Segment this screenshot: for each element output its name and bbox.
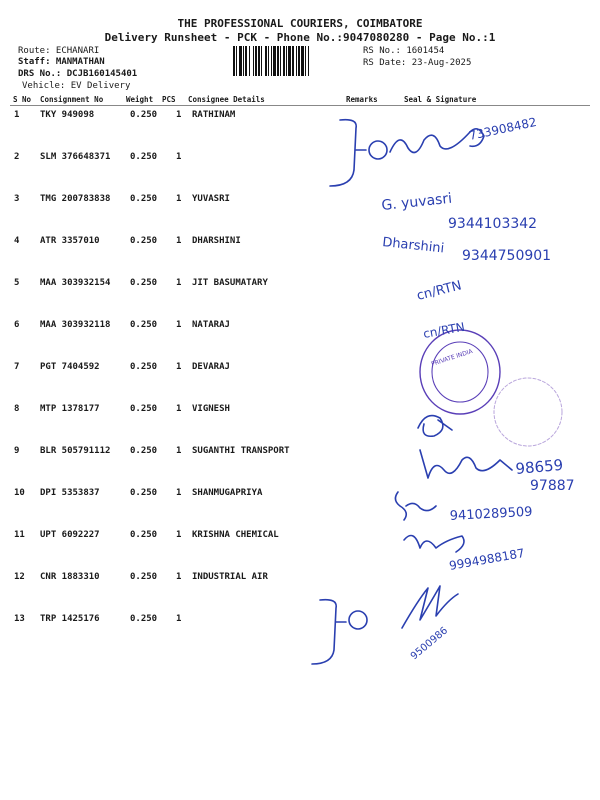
col-pcs: PCS bbox=[162, 95, 176, 104]
row-consignment: DPI 5353837 bbox=[40, 488, 100, 498]
drs-label: DRS No.: DCJB160145401 bbox=[18, 69, 138, 79]
barcode bbox=[232, 46, 358, 76]
row-weight: 0.250 bbox=[130, 278, 158, 288]
table-row bbox=[0, 362, 600, 404]
table-row bbox=[0, 278, 600, 320]
row-consignee: JIT BASUMATARY bbox=[192, 278, 268, 288]
row-weight: 0.250 bbox=[130, 614, 158, 624]
rs-number: RS No.: 1601454 bbox=[363, 46, 445, 56]
col-sno: S No bbox=[13, 95, 32, 104]
row-weight: 0.250 bbox=[130, 572, 158, 582]
row-weight: 0.250 bbox=[130, 110, 158, 120]
col-remarks: Remarks bbox=[346, 95, 378, 104]
row-pcs: 1 bbox=[176, 236, 182, 246]
row-consignee: YUVASRI bbox=[192, 194, 230, 204]
row-consignment: ATR 3357010 bbox=[40, 236, 100, 246]
row-pcs: 1 bbox=[176, 320, 182, 330]
row-sno: 12 bbox=[14, 572, 25, 582]
stamp-text: PRIVATE INDIA bbox=[430, 347, 474, 368]
row-weight: 0.250 bbox=[130, 236, 158, 246]
row-consignee: SUGANTHI TRANSPORT bbox=[192, 446, 290, 456]
row-consignee: VIGNESH bbox=[192, 404, 230, 414]
row-consignee: KRISHNA CHEMICAL bbox=[192, 530, 279, 540]
row-sno: 9 bbox=[14, 446, 20, 456]
row-pcs: 1 bbox=[176, 572, 182, 582]
row-pcs: 1 bbox=[176, 614, 182, 624]
row-consignment: TKY 949098 bbox=[40, 110, 95, 120]
hw-phone-9b: 97887 bbox=[530, 478, 575, 494]
row-weight: 0.250 bbox=[130, 320, 158, 330]
hw-phone-4: 9344750901 bbox=[462, 248, 552, 264]
table-row bbox=[0, 572, 600, 614]
col-consignment: Consignment No bbox=[40, 95, 104, 104]
route-label: Route: ECHANARI bbox=[18, 46, 100, 56]
row-consignment: UPT 6092227 bbox=[40, 530, 100, 540]
rs-date: RS Date: 23-Aug-2025 bbox=[363, 58, 472, 68]
row-weight: 0.250 bbox=[130, 404, 158, 414]
row-sno: 10 bbox=[14, 488, 25, 498]
row-weight: 0.250 bbox=[130, 488, 158, 498]
row-pcs: 1 bbox=[176, 278, 182, 288]
table-row bbox=[0, 152, 600, 194]
row-pcs: 1 bbox=[176, 488, 182, 498]
header-rule bbox=[10, 105, 590, 106]
row-consignment: TRP 1425176 bbox=[40, 614, 100, 624]
table-row bbox=[0, 404, 600, 446]
row-sno: 2 bbox=[14, 152, 20, 162]
hw-phone-10: 9410289509 bbox=[449, 504, 533, 524]
row-consignment: MAA 303932118 bbox=[40, 320, 111, 330]
row-pcs: 1 bbox=[176, 362, 182, 372]
row-sno: 3 bbox=[14, 194, 20, 204]
row-pcs: 1 bbox=[176, 404, 182, 414]
hw-phone-11: 9994988187 bbox=[448, 545, 526, 573]
row-weight: 0.250 bbox=[130, 152, 158, 162]
table-row bbox=[0, 236, 600, 278]
row-consignment: CNR 1883310 bbox=[40, 572, 100, 582]
row-pcs: 1 bbox=[176, 446, 182, 456]
staff-label: Staff: MANMATHAN bbox=[18, 57, 105, 67]
company-title: THE PROFESSIONAL COURIERS, COIMBATORE bbox=[177, 17, 423, 30]
row-consignment: TMG 200783838 bbox=[40, 194, 111, 204]
row-sno: 7 bbox=[14, 362, 20, 372]
row-pcs: 1 bbox=[176, 152, 182, 162]
hw-crtn-6: cn/RTN bbox=[422, 319, 466, 341]
table-row bbox=[0, 446, 600, 488]
table-row bbox=[0, 530, 600, 572]
row-pcs: 1 bbox=[176, 194, 182, 204]
row-pcs: 1 bbox=[176, 530, 182, 540]
table-row bbox=[0, 194, 600, 236]
table-row bbox=[0, 320, 600, 362]
col-consignee: Consignee Details bbox=[188, 95, 265, 104]
row-sno: 13 bbox=[14, 614, 25, 624]
row-consignee: SHANMUGAPRIYA bbox=[192, 488, 263, 498]
row-consignee: DHARSHINI bbox=[192, 236, 241, 246]
hw-phone-9a: 98659 bbox=[514, 455, 564, 478]
hw-phone-13: 9500986 bbox=[408, 625, 451, 663]
hw-phone-1: 733908482 bbox=[467, 114, 538, 143]
row-consignee: INDUSTRIAL AIR bbox=[192, 572, 268, 582]
col-seal: Seal & Signature bbox=[404, 95, 477, 104]
row-weight: 0.250 bbox=[130, 446, 158, 456]
row-consignment: PGT 7404592 bbox=[40, 362, 100, 372]
row-consignment: SLM 376648371 bbox=[40, 152, 111, 162]
row-consignee: NATARAJ bbox=[192, 320, 230, 330]
hw-crtn-5: cn/RTN bbox=[415, 278, 464, 304]
col-weight: Weight bbox=[126, 95, 154, 104]
row-consignment: MAA 303932154 bbox=[40, 278, 111, 288]
row-consignment: BLR 505791112 bbox=[40, 446, 111, 456]
row-sno: 6 bbox=[14, 320, 20, 330]
row-pcs: 1 bbox=[176, 110, 182, 120]
table-row bbox=[0, 614, 600, 656]
hw-phone-3: 9344103342 bbox=[448, 216, 538, 232]
row-sno: 1 bbox=[14, 110, 20, 120]
table-row bbox=[0, 488, 600, 530]
row-sno: 4 bbox=[14, 236, 20, 246]
row-weight: 0.250 bbox=[130, 194, 158, 204]
runsheet-subtitle: Delivery Runsheet - PCK - Phone No.:9047080280 - Page No.:1 bbox=[104, 31, 496, 44]
hw-yuvasri: G. yuvasri bbox=[380, 190, 453, 214]
hw-dharshini: Dharshini bbox=[381, 235, 445, 257]
row-weight: 0.250 bbox=[130, 362, 158, 372]
row-consignee: DEVARAJ bbox=[192, 362, 230, 372]
row-consignee: RATHINAM bbox=[192, 110, 236, 120]
table-row bbox=[0, 110, 600, 152]
row-sno: 11 bbox=[14, 530, 25, 540]
row-sno: 8 bbox=[14, 404, 20, 414]
row-sno: 5 bbox=[14, 278, 20, 288]
row-weight: 0.250 bbox=[130, 530, 158, 540]
row-consignment: MTP 1378177 bbox=[40, 404, 100, 414]
vehicle-label: Vehicle: EV Delivery bbox=[22, 81, 131, 91]
